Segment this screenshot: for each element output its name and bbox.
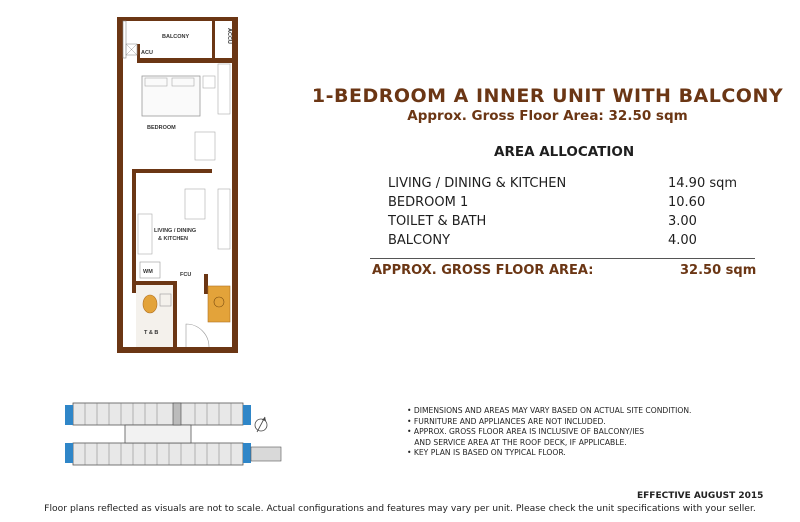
keyplan-core [125,425,191,443]
row-value-balcony: 4.00 [668,233,697,248]
floor-plan [110,14,240,359]
living-label-1: LIVING / DINING [154,228,197,234]
row-value-toilet: 3.00 [668,214,697,229]
acu-partition [137,44,140,58]
window-frame [123,21,126,58]
wall-right [232,17,238,353]
wall-left [117,17,123,353]
note-item: • FURNITURE AND APPLIANCES ARE NOT INCLUDED. [407,416,606,426]
balcony-wall [137,58,238,63]
keyplan-blue-left-top [65,405,73,425]
kitchen-wall [204,274,208,294]
toilet-wall-right [173,281,177,351]
note-item: AND SERVICE AREA AT THE ROOF DECK, IF APPLICABLE. [407,437,627,447]
sofa [138,214,152,254]
gross-area-subtitle: Approx. Gross Floor Area: 32.50 sqm [407,108,688,124]
entrance-door [186,324,209,347]
wm-label: WM [143,269,153,275]
keyplan-stair [251,447,281,461]
unit-title: 1-BEDROOM A INNER UNIT WITH BALCONY [311,85,784,107]
balcony-label: BALCONY [162,34,190,40]
north-arrow-icon [255,417,267,432]
area-allocation-heading: AREA ALLOCATION [494,144,635,160]
row-label-bedroom: BEDROOM 1 [388,195,469,210]
keyplan-body-top [73,403,243,425]
keyplan-blue-right-bottom [243,443,251,463]
kitchen-counter [208,286,230,322]
note-item: • KEY PLAN IS BASED ON TYPICAL FLOOR. [407,448,566,457]
bed [142,76,200,116]
key-plan [55,395,285,480]
tv-console [218,189,230,249]
keyplan-body-bottom [73,443,243,465]
wardrobe [218,64,230,114]
bedroom-label: BEDROOM [147,125,176,131]
nightstand [203,76,215,88]
note-item: • APPROX. GROSS FLOOR AREA IS INCLUSIVE OF BALCONY/IES [407,427,645,436]
footer-disclaimer: Floor plans reflected as visuals are not to scale. Actual configurations and features may vary per unit. Please check the unit specifications with your seller. [44,503,756,514]
effective-date: EFFECTIVE AUGUST 2015 [637,491,764,501]
wall-top [117,17,238,21]
disclaimer-notes [407,406,691,459]
row-label-balcony: BALCONY [388,233,451,248]
keyplan-blue-left-bottom [65,443,73,463]
acu-label: ACU [141,50,153,56]
accu-label: ACCU [226,28,232,44]
total-area-label: APPROX. GROSS FLOOR AREA: [372,263,594,278]
keyplan-unit-highlight [173,403,181,425]
bedroom-living-wall [132,169,212,173]
row-value-living: 14.90 sqm [668,176,738,191]
area-divider [370,258,755,259]
row-label-living: LIVING / DINING & KITCHEN [388,176,567,191]
inner-wall [132,173,136,293]
keyplan-blue-right-top [243,405,251,425]
toilet-wall-top [132,281,177,285]
desk [195,132,215,160]
accu-partition [212,21,215,58]
tb-label: T & B [144,330,159,336]
row-value-bedroom: 10.60 [668,195,706,210]
dining-table [185,189,205,219]
wall-bottom [117,347,238,353]
row-label-toilet: TOILET & BATH [388,214,487,229]
total-area-value: 32.50 sqm [680,263,757,278]
living-label-2: & KITCHEN [158,236,188,242]
toilet [143,295,157,313]
fcu-label: FCU [180,272,192,278]
note-item: • DIMENSIONS AND AREAS MAY VARY BASED ON ACTUAL SITE CONDITION. [407,406,692,415]
